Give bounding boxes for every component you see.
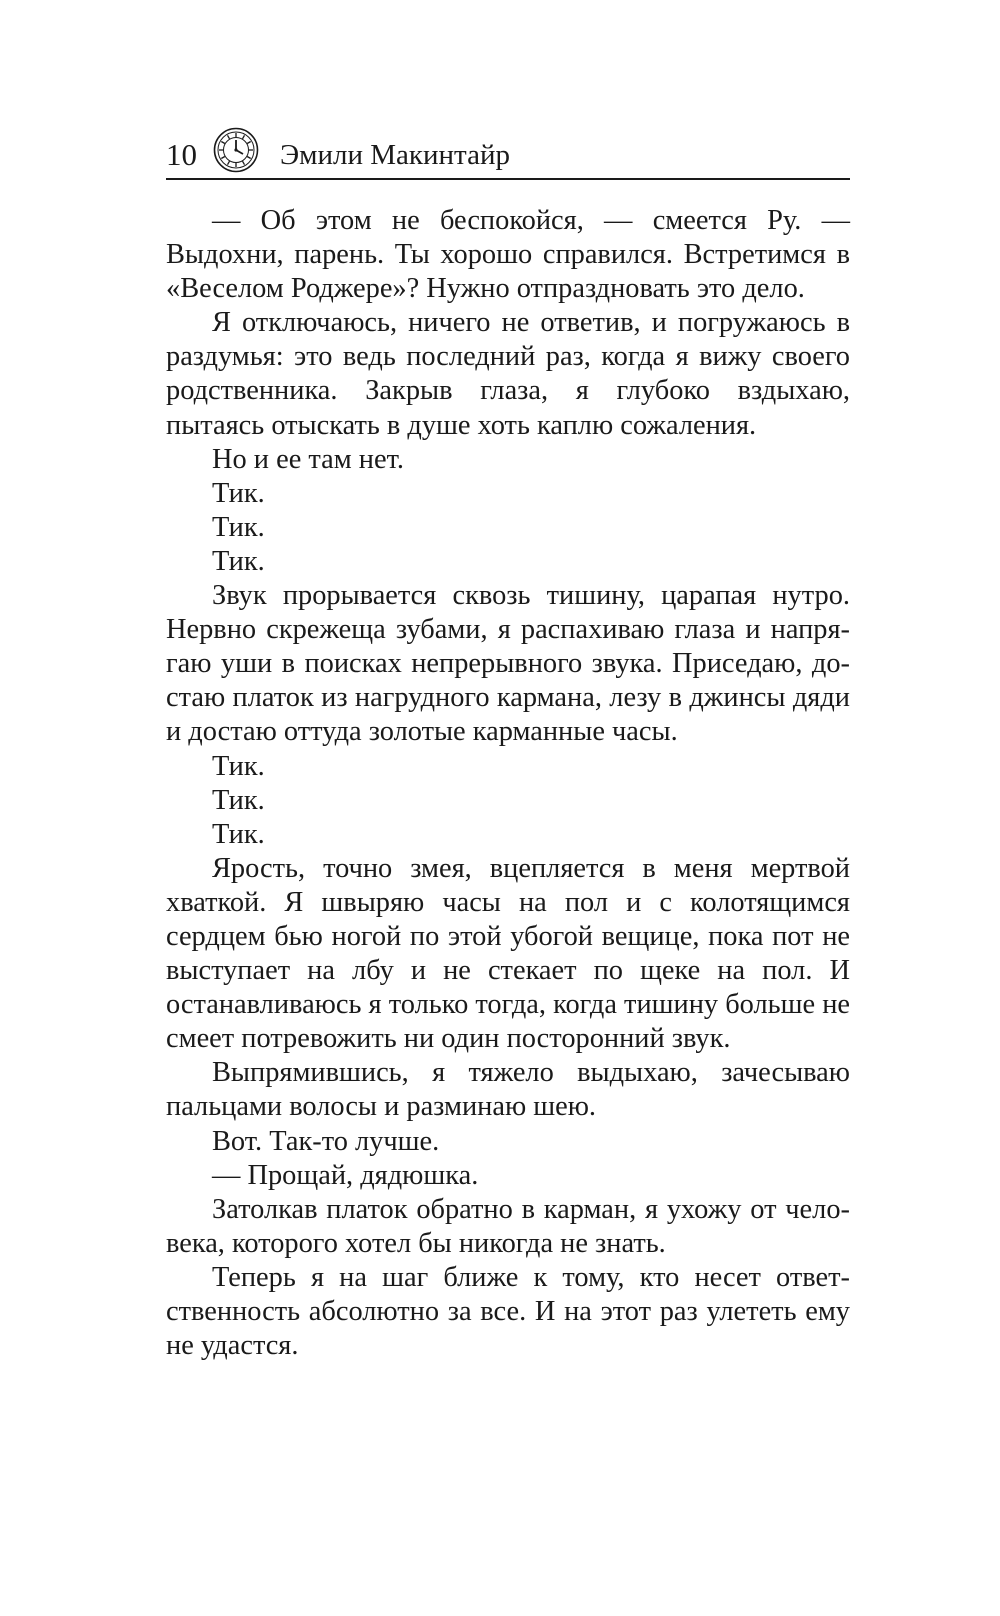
page-number: 10 [166,137,197,172]
body-text [166,204,850,1363]
paragraph: Теперь я на шаг ближе к тому, кто несет ответственность абсолютно за все. И на этот раз улететь ему не удастся. [166,1261,850,1362]
paragraph: Тик. [212,750,265,782]
paragraph: Но и ее там нет. [212,443,404,475]
paragraph: Выпрямившись, я тяжело выдыхаю, зачесываю пальцами волосы и разминаю шею. [166,1057,850,1123]
paragraph: — Об этом не беспокойся, — смеется Ру. — Выдохни, парень. Ты хорошо справился. Встретимся в «Веселом Роджере»? Нужно отпраздновать это дело. [166,205,850,305]
paragraph: Тик. [212,784,265,816]
paragraph: Тик. [212,511,265,543]
paragraph: Вот. Так-то лучше. [212,1125,440,1157]
author-name: Эмили Макинтайр [280,139,510,171]
paragraph: — Прощай, дядюшка. [212,1159,479,1191]
clock-icon [213,127,259,173]
paragraph: Я отключаюсь, ничего не ответив, и погружаюсь в раздумья: это ведь последний раз, когда я вижу своего родственника. Закрыв глаза, я глубоко вздыхаю, пытаясь отыскать в душе хоть каплю сожаления. [166,307,850,441]
header-rule [166,178,850,180]
paragraph: Звук прорывается сквозь тишину, царапая нутро. Нервно скрежеща зубами, я распахиваю глаза и напрягаю уши в поисках непрерывного звука. Приседаю, достаю платок из нагрудного кармана, лезу в джинсы дяди и достаю оттуда золотые карманные часы. [166,580,850,748]
running-head [166,127,850,179]
paragraph: Затолкав платок обратно в карман, я ухожу от человека, которого хотел бы никогда не знать. [166,1193,850,1259]
paragraph: Ярость, точно змея, вцепляется в меня мертвой хваткой. Я швыряю часы на пол и с колотящимся сердцем бью ногой по этой убогой вещице, пока пот не выступает на лбу и не стекает по щеке на пол. И останавливаюсь я только тогда, когда тишину больше не смеет потревожить ни один посторонний звук. [166,852,850,1055]
paragraph: Тик. [212,545,265,577]
paragraph: Тик. [212,818,265,850]
paragraph: Тик. [212,477,265,509]
